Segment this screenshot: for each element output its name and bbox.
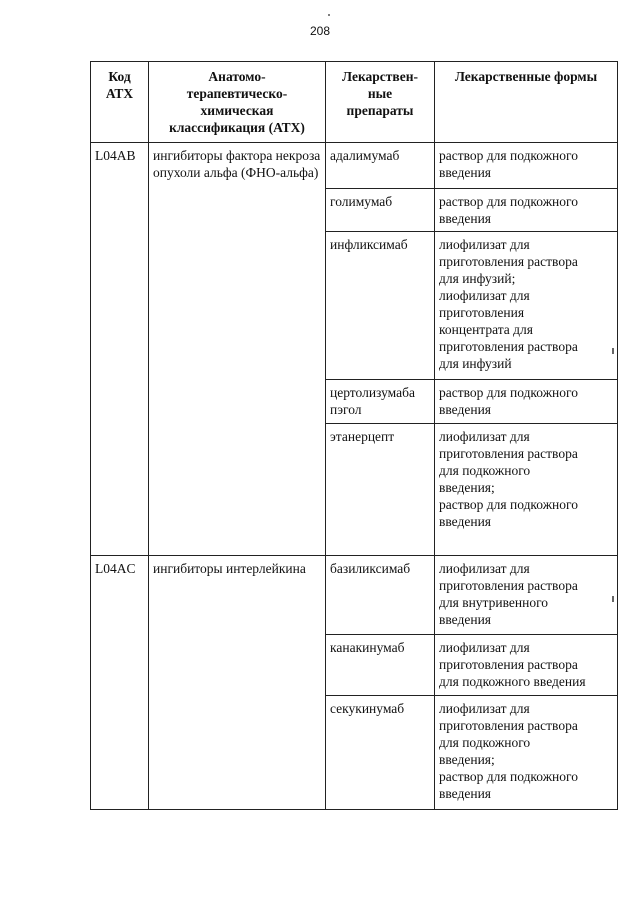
drug-form-cell: лиофилизат для приготовления раствора для инфузий; лиофилизат для приготовления концентрата для приготовления раствора для инфузий [435,232,618,380]
header-code: Код АТХ [91,62,149,143]
atx-code-cell: L04AC [91,556,149,810]
table-row [91,556,618,635]
drug-name-cell: инфликсимаб [326,232,435,380]
table-row [91,143,618,189]
drug-form-cell: раствор для подкожного введения [435,380,618,424]
atx-group-cell: ингибиторы интерлейкина [149,556,326,810]
drug-form-cell: лиофилизат для приготовления раствора для подкожного введения [435,635,618,696]
table-header-row [91,62,618,143]
drug-form-cell: раствор для подкожного введения [435,189,618,232]
header-forms: Лекарственные формы [435,62,618,143]
atx-code-cell: L04AB [91,143,149,556]
drug-name-cell: цертолизумаба пэгол [326,380,435,424]
header-classification: Анатомо- терапевтическо- химическая классификация (АТХ) [149,62,326,143]
drug-form-cell: лиофилизат для приготовления раствора для внутривенного введения [435,556,618,635]
atx-table [90,61,618,810]
header-drugs: Лекарствен- ные препараты [326,62,435,143]
drug-form-cell: лиофилизат для приготовления раствора для подкожного введения; раствор для подкожного введения [435,424,618,556]
page-number: 208 [309,24,331,38]
scan-speck [328,14,330,16]
drug-name-cell: секукинумаб [326,696,435,810]
drug-name-cell: канакинумаб [326,635,435,696]
drug-name-cell: базиликсимаб [326,556,435,635]
atx-group-cell: ингибиторы фактора некроза опухоли альфа (ФНО-альфа) [149,143,326,556]
drug-form-cell: лиофилизат для приготовления раствора для подкожного введения; раствор для подкожного введения [435,696,618,810]
drug-name-cell: адалимумаб [326,143,435,189]
drug-name-cell: этанерцепт [326,424,435,556]
drug-name-cell: голимумаб [326,189,435,232]
drug-form-cell: раствор для подкожного введения [435,143,618,189]
